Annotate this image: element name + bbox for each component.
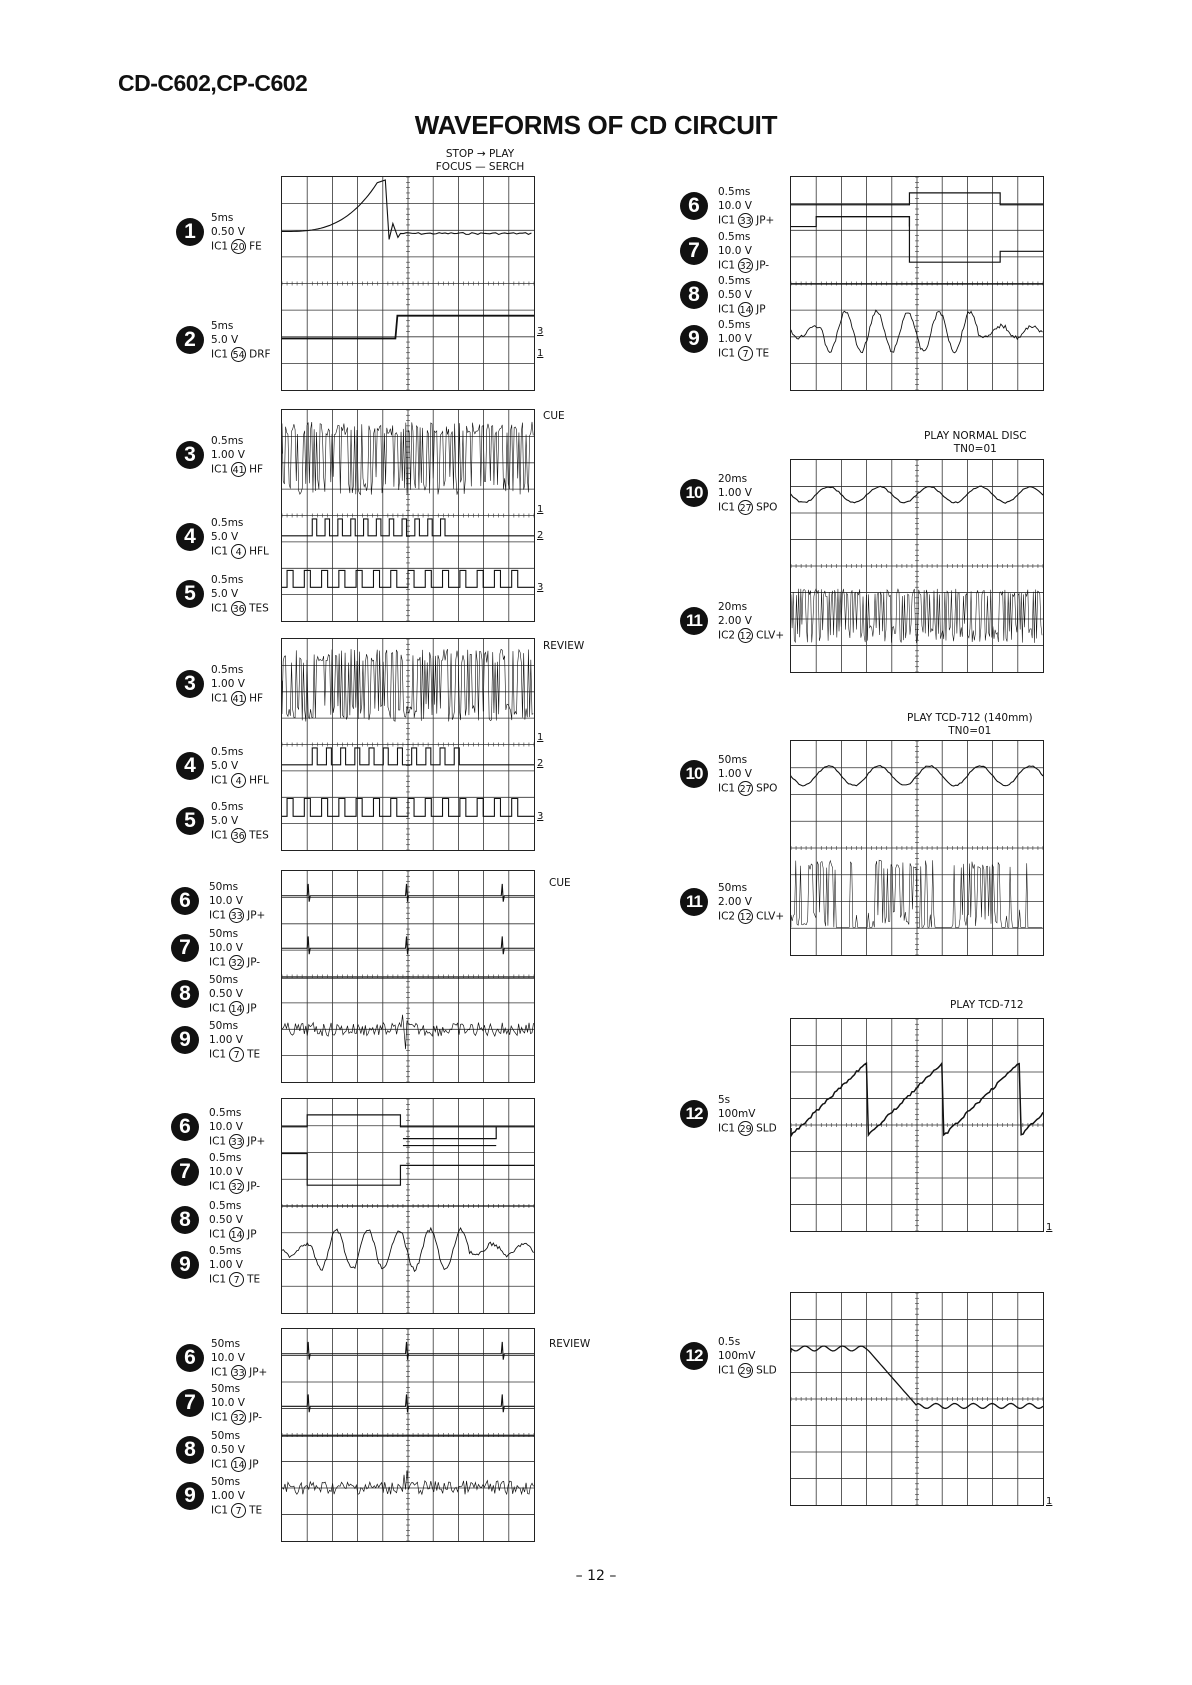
probe-number-badge: 8 [171, 980, 199, 1008]
channel-marker: 2 [537, 758, 544, 769]
pin-number-circle: 12 [738, 909, 753, 924]
stop-play-caption [430, 148, 530, 174]
probe-label: 0.5ms 1.00 V IC1 7 TE [718, 319, 770, 360]
pin-number-circle: 29 [738, 1121, 753, 1136]
probe-number-badge: 10 [680, 479, 708, 507]
probe-number-badge: 6 [171, 887, 199, 915]
probe-number-badge: 7 [171, 1158, 199, 1186]
probe-label: 0.5ms 1.00 V IC1 41 HF [211, 664, 264, 705]
waveform-trace [282, 177, 534, 390]
page-number: – 12 – [575, 1568, 617, 1584]
oscilloscope-panel [281, 1098, 535, 1314]
oscilloscope-panel [281, 638, 535, 851]
mode-caption: PLAY TCD-712 [950, 999, 1024, 1011]
pin-number-circle: 7 [229, 1047, 244, 1062]
pin-number-circle: 54 [231, 347, 246, 362]
probe-number-badge: 6 [171, 1113, 199, 1141]
probe-label: 0.5ms 1.00 V IC1 41 HF [211, 435, 264, 476]
pin-number-circle: 33 [229, 908, 244, 923]
oscilloscope-panel [790, 176, 1044, 391]
probe-number-badge: 8 [171, 1206, 199, 1234]
waveform-trace [282, 1099, 534, 1313]
channel-marker: 1 [537, 732, 544, 743]
pin-number-circle: 41 [231, 691, 246, 706]
caption-line-2: FOCUS — SERCH [435, 161, 525, 173]
channel-marker: 3 [537, 811, 544, 822]
pin-number-circle: 4 [231, 773, 246, 788]
probe-number-badge: 12 [680, 1342, 708, 1370]
probe-number-badge: 12 [680, 1100, 708, 1128]
probe-label: 50ms 1.00 V IC1 7 TE [209, 1020, 261, 1061]
probe-label: 50ms 1.00 V IC1 7 TE [211, 1476, 263, 1517]
probe-number-badge: 9 [176, 1482, 204, 1510]
mode-caption: PLAY NORMAL DISC TN0=01 [924, 430, 1027, 455]
waveform-trace [282, 639, 534, 850]
probe-label: 0.5ms 10.0 V IC1 33 JP+ [209, 1107, 266, 1148]
pin-number-circle: 33 [229, 1134, 244, 1149]
channel-marker: 1 [537, 348, 544, 359]
pin-number-circle: 29 [738, 1363, 753, 1378]
pin-number-circle: 14 [229, 1227, 244, 1242]
waveform-trace [791, 741, 1043, 955]
pin-number-circle: 14 [231, 1457, 246, 1472]
pin-number-circle: 27 [738, 781, 753, 796]
probe-number-badge: 3 [176, 670, 204, 698]
channel-marker: 3 [537, 326, 544, 337]
probe-label: 0.5ms 1.00 V IC1 7 TE [209, 1245, 261, 1286]
pin-number-circle: 7 [229, 1272, 244, 1287]
oscilloscope-panel [281, 1328, 535, 1542]
probe-number-badge: 8 [680, 281, 708, 309]
probe-number-badge: 8 [176, 1436, 204, 1464]
probe-label: 0.5ms 5.0 V IC1 4 HFL [211, 517, 269, 558]
probe-label: 5s 100mV IC1 29 SLD [718, 1094, 777, 1135]
pin-number-circle: 36 [231, 601, 246, 616]
probe-number-badge: 4 [176, 523, 204, 551]
channel-marker: 3 [537, 582, 544, 593]
probe-number-badge: 7 [680, 237, 708, 265]
pin-number-circle: 36 [231, 828, 246, 843]
probe-label: 20ms 1.00 V IC1 27 SPO [718, 473, 778, 514]
probe-number-badge: 7 [176, 1389, 204, 1417]
probe-label: 50ms 10.0 V IC1 33 JP+ [211, 1338, 268, 1379]
pin-number-circle: 33 [231, 1365, 246, 1380]
probe-number-badge: 6 [680, 192, 708, 220]
probe-label: 5ms 5.0 V IC1 54 DRF [211, 320, 271, 361]
pin-number-circle: 4 [231, 544, 246, 559]
probe-label: 50ms 0.50 V IC1 14 JP [211, 1430, 259, 1471]
probe-number-badge: 9 [171, 1026, 199, 1054]
probe-label: 0.5ms 0.50 V IC1 14 JP [718, 275, 766, 316]
probe-number-badge: 9 [171, 1251, 199, 1279]
waveform-trace [791, 1293, 1043, 1505]
oscilloscope-panel [281, 176, 535, 391]
pin-number-circle: 32 [231, 1410, 246, 1425]
pin-number-circle: 14 [738, 302, 753, 317]
probe-label: 50ms 2.00 V IC2 12 CLV+ [718, 882, 785, 923]
channel-marker: 2 [537, 530, 544, 541]
probe-label: 50ms 0.50 V IC1 14 JP [209, 974, 257, 1015]
pin-number-circle: 41 [231, 462, 246, 477]
pin-number-circle: 7 [231, 1503, 246, 1518]
pin-number-circle: 32 [738, 258, 753, 273]
waveform-trace [791, 460, 1043, 672]
oscilloscope-panel [790, 1292, 1044, 1506]
pin-number-circle: 32 [229, 955, 244, 970]
probe-number-badge: 11 [680, 888, 708, 916]
probe-label: 0.5ms 10.0 V IC1 33 JP+ [718, 186, 775, 227]
pin-number-circle: 27 [738, 500, 753, 515]
probe-number-badge: 5 [176, 580, 204, 608]
probe-number-badge: 1 [176, 218, 204, 246]
oscilloscope-panel [790, 740, 1044, 956]
waveform-trace [791, 177, 1043, 390]
oscilloscope-panel [790, 1018, 1044, 1232]
probe-label: 0.5s 100mV IC1 29 SLD [718, 1336, 777, 1377]
waveform-trace [282, 1329, 534, 1541]
probe-label: 0.5ms 5.0 V IC1 36 TES [211, 574, 269, 615]
pin-number-circle: 14 [229, 1001, 244, 1016]
probe-number-badge: 2 [176, 326, 204, 354]
probe-label: 50ms 1.00 V IC1 27 SPO [718, 754, 778, 795]
pin-number-circle: 20 [231, 239, 246, 254]
pin-number-circle: 32 [229, 1179, 244, 1194]
probe-label: 0.5ms 5.0 V IC1 36 TES [211, 801, 269, 842]
page-title: WAVEFORMS OF CD CIRCUIT [414, 110, 778, 140]
probe-number-badge: 3 [176, 441, 204, 469]
channel-marker: 1 [1046, 1222, 1053, 1233]
waveform-trace [791, 1019, 1043, 1231]
oscilloscope-panel [281, 409, 535, 622]
mode-caption: PLAY TCD-712 (140mm) TN0=01 [907, 712, 1033, 737]
probe-label: 0.5ms 10.0 V IC1 32 JP- [718, 231, 770, 272]
waveform-trace [282, 871, 534, 1082]
caption-line-1: STOP → PLAY [445, 148, 515, 160]
probe-label: 5ms 0.50 V IC1 20 FE [211, 212, 262, 253]
pin-number-circle: 7 [738, 346, 753, 361]
probe-number-badge: 11 [680, 607, 708, 635]
mode-caption: REVIEW [549, 1338, 591, 1350]
probe-number-badge: 7 [171, 934, 199, 962]
pin-number-circle: 12 [738, 628, 753, 643]
oscilloscope-panel [281, 870, 535, 1083]
channel-marker: 1 [1046, 1496, 1053, 1507]
probe-label: 0.5ms 10.0 V IC1 32 JP- [209, 1152, 261, 1193]
channel-marker: 1 [537, 504, 544, 515]
probe-number-badge: 5 [176, 807, 204, 835]
probe-number-badge: 9 [680, 325, 708, 353]
probe-number-badge: 6 [176, 1344, 204, 1372]
probe-label: 20ms 2.00 V IC2 12 CLV+ [718, 601, 785, 642]
pin-number-circle: 33 [738, 213, 753, 228]
mode-caption: CUE [549, 877, 571, 889]
mode-caption: CUE [543, 410, 565, 422]
probe-label: 50ms 10.0 V IC1 32 JP- [209, 928, 261, 969]
probe-label: 50ms 10.0 V IC1 33 JP+ [209, 881, 266, 922]
probe-number-badge: 4 [176, 752, 204, 780]
probe-label: 50ms 10.0 V IC1 32 JP- [211, 1383, 263, 1424]
oscilloscope-panel [790, 459, 1044, 673]
model-number: CD-C602,CP-C602 [118, 70, 308, 96]
probe-label: 0.5ms 5.0 V IC1 4 HFL [211, 746, 269, 787]
probe-number-badge: 10 [680, 760, 708, 788]
waveform-trace [282, 410, 534, 621]
probe-label: 0.5ms 0.50 V IC1 14 JP [209, 1200, 257, 1241]
mode-caption: REVIEW [543, 640, 585, 652]
